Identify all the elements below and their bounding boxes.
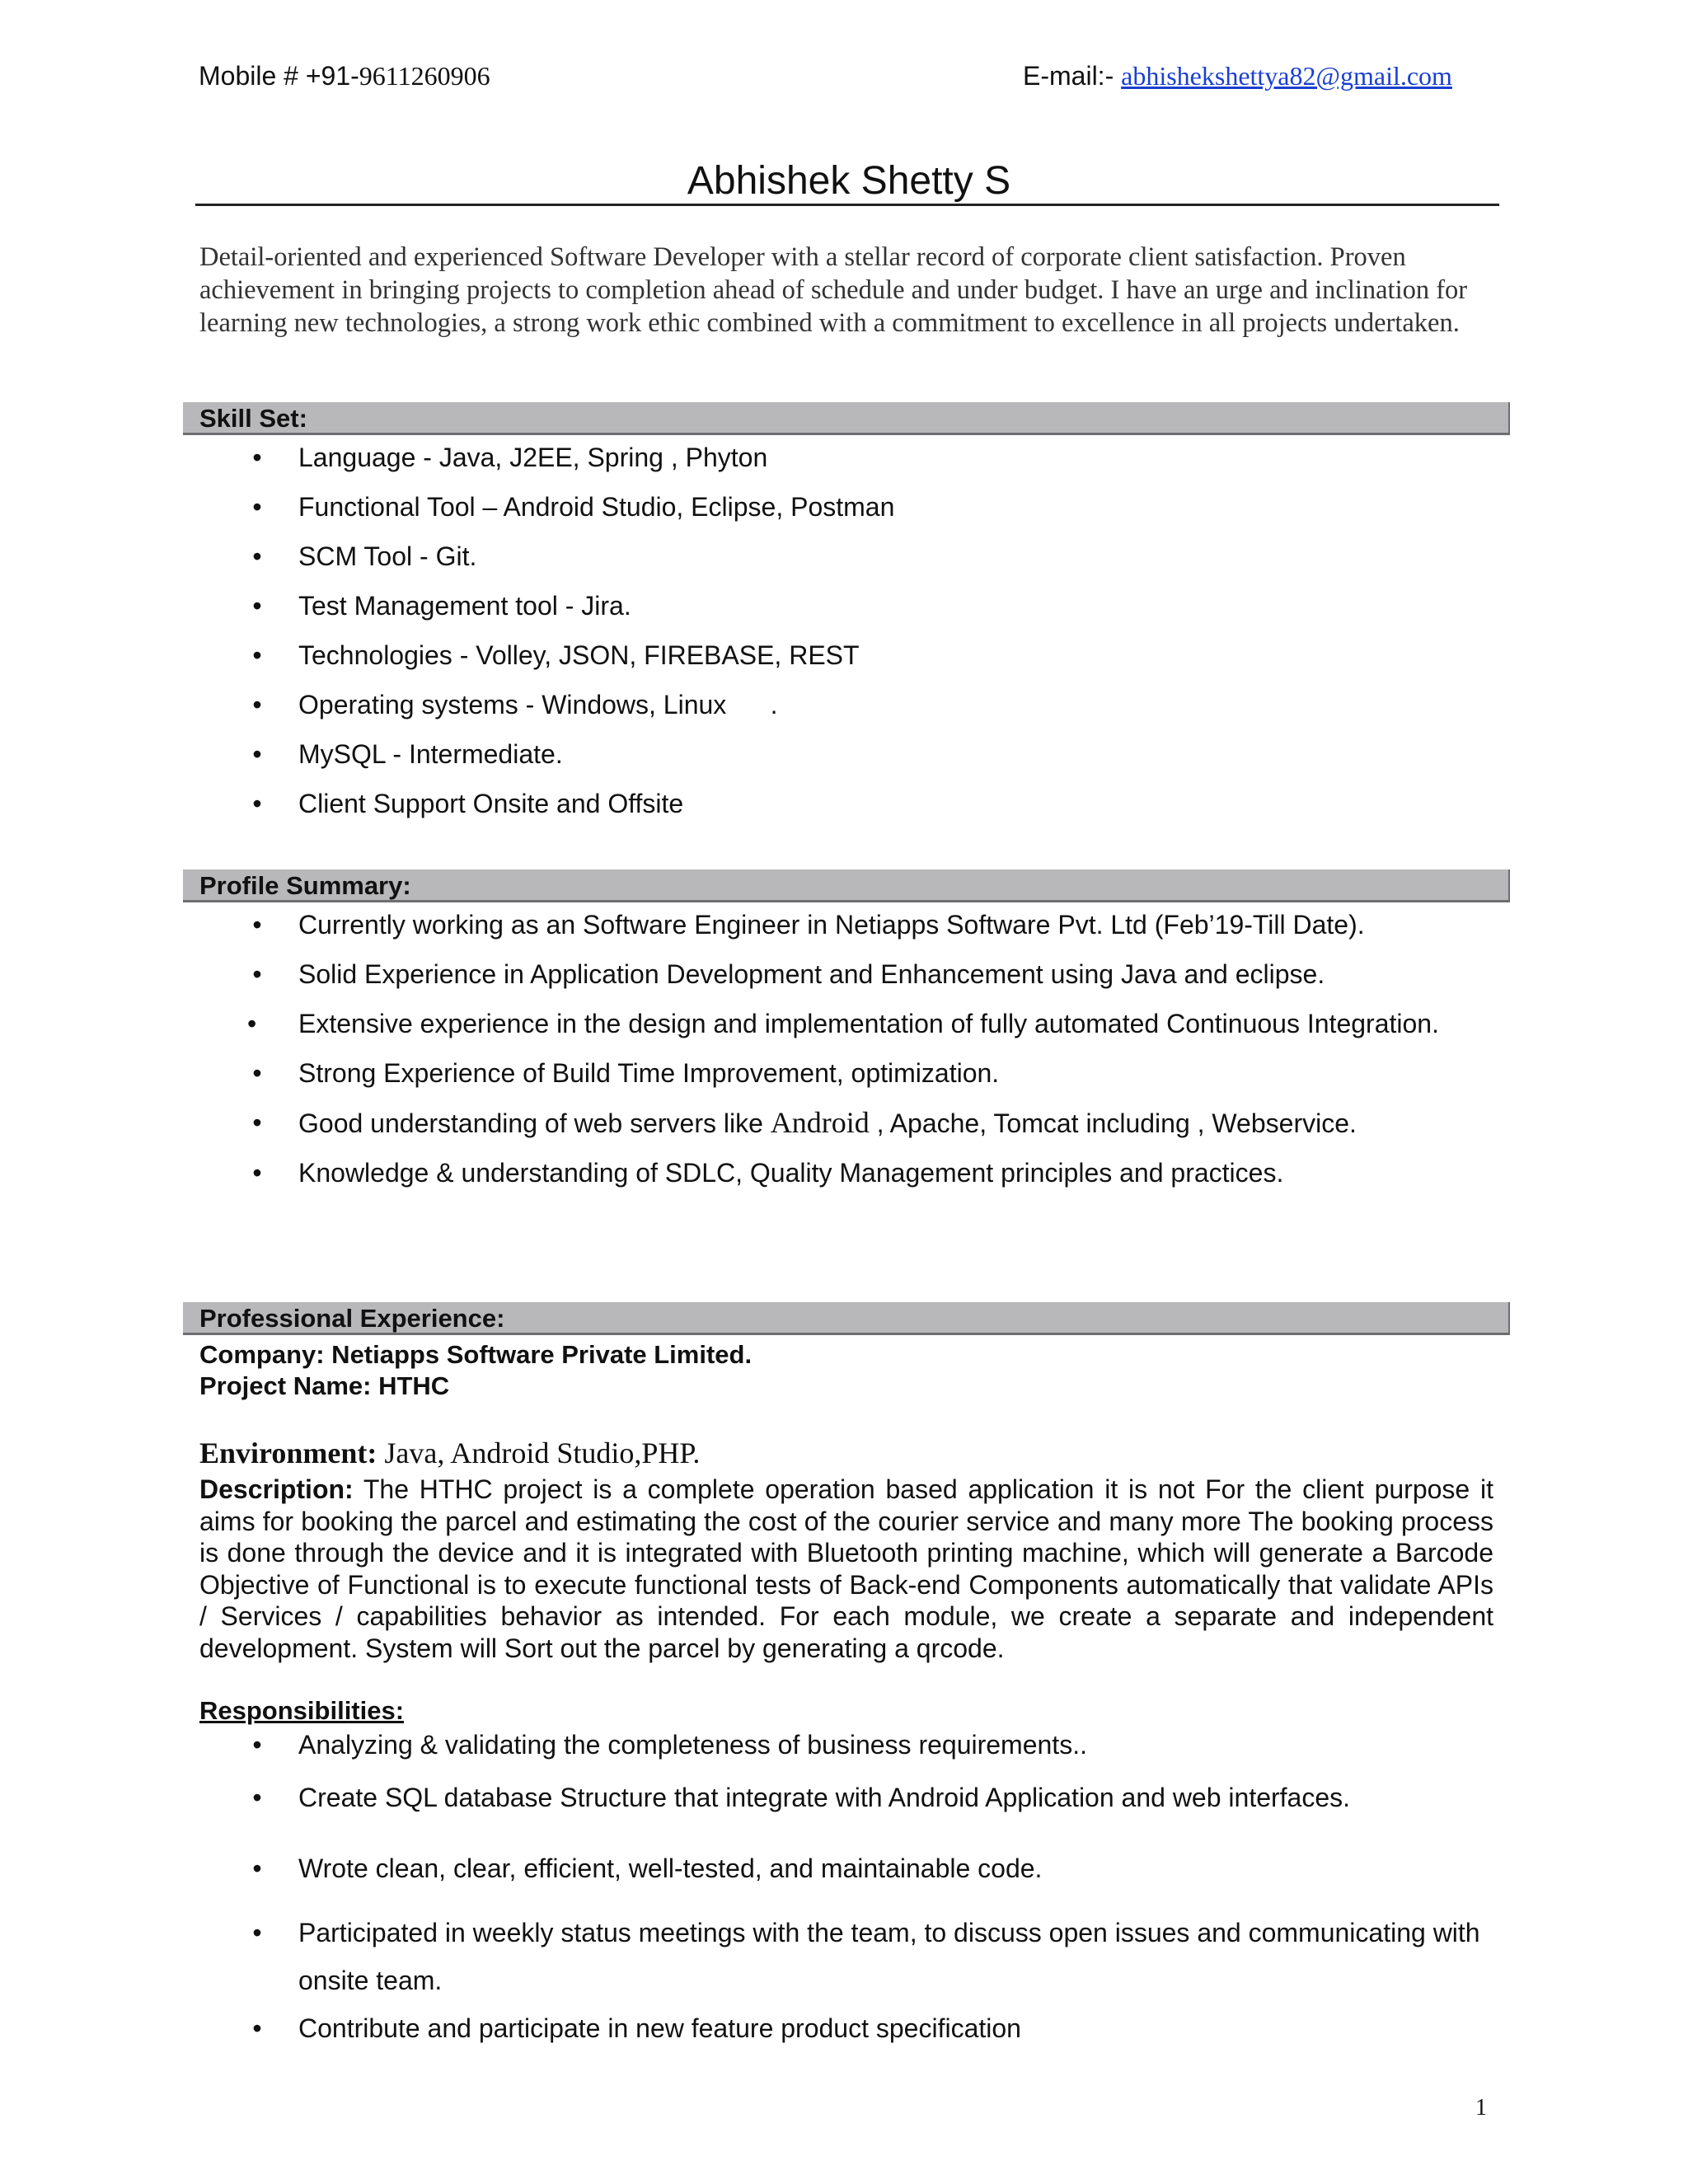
company-name: Company: Netiapps Software Private Limited. [199,1340,753,1369]
bullet-icon: • [252,591,262,621]
bullet-icon: • [252,492,262,522]
email-label: E-mail:- [1023,61,1122,91]
bullet-icon: • [252,541,262,571]
list-item [247,1774,1493,1821]
mobile-contact [199,61,490,91]
profile-text: Extensive experience in the design and implementation of fully automated Continuous Integration. [298,1009,1439,1038]
description-text: The HTHC project is a complete operation based application it is not For the client purpose it aims for booking the parcel and estimating the cost of the courier service and many more The booking process is done through the device and it is integrated with Bluetooth printing machine, which will generate a Barcode Objective of Functional is to execute functional tests of Back-end Components automatically that validate APIs / Services / capabilities behavior as intended. For each module, we create a separate and independent development. System will Sort out the parcel by generating a qrcode. [199,1474,1493,1663]
skill-text: Test Management tool - Jira. [298,591,631,621]
bullet-icon: • [252,443,262,472]
list-item [247,902,1493,948]
profile-text-android: Android [770,1106,870,1139]
list-item [247,635,1493,684]
skill-text: SCM Tool - Git. [298,541,477,571]
bullet-icon: • [252,1158,262,1188]
list-item [247,1909,1493,2004]
list-item [247,536,1493,585]
experience-header [183,1302,1510,1335]
skill-text: Language - Java, J2EE, Spring , Phyton [298,443,768,472]
responsibility-text: Analyzing & validating the completeness of business requirements.. [298,1730,1087,1760]
mobile-label: Mobile # +91- [199,61,359,91]
list-item [247,1150,1493,1196]
bullet-icon: • [247,1009,257,1038]
candidate-name: Abhishek Shetty S [687,159,1011,203]
skill-text: Functional Tool – Android Studio, Eclipse, Postman [298,492,895,522]
bullet-icon: • [252,1854,262,1883]
page-number: 1 [1475,2095,1487,2121]
list-item [247,1099,1493,1146]
bullet-icon: • [252,739,262,769]
list-item [247,437,1493,486]
profile-text-post: , Apache, Tomcat including , Webservice. [869,1108,1357,1138]
bullet-icon: • [252,1783,262,1812]
bullet-icon: • [252,789,262,818]
email-contact [1023,61,1452,91]
responsibility-text: Contribute and participate in new feature product specification [298,2013,1021,2043]
list-item [247,1001,1493,1047]
environment-line [199,1436,700,1470]
name-divider [195,204,1499,206]
list-item [247,684,1493,733]
bullet-icon: • [252,1918,262,1947]
list-item [247,585,1493,635]
profile-text-pre: Good understanding of web servers like [298,1108,771,1138]
environment-value: Java, Android Studio,PHP. [377,1436,701,1469]
skill-text: Operating systems - Windows, Linux . [298,690,778,719]
list-item [247,1844,1493,1892]
responsibility-text: Wrote clean, clear, efficient, well-tested, and maintainable code. [298,1854,1043,1883]
skill-text: Client Support Onsite and Offsite [298,789,684,818]
project-description [199,1474,1493,1664]
profile-text: Strong Experience of Build Time Improvement, optimization. [298,1058,1000,1088]
responsibilities-title: Responsibilities: [199,1696,405,1725]
responsibility-text: Participated in weekly status meetings with the team, to discuss open issues and communicating with onsite team. [298,1918,1480,1995]
objective-summary: Detail-oriented and experienced Software Developer with a stellar record of corporate client satisfaction. Proven achievement in bringing projects to completion ahead of schedule and under budget. I have an urge and inclination for learning new technologies, a strong work ethic combined with a commitment to excellence in all projects undertaken. [199,242,1468,338]
list-item [247,733,1493,783]
skill-set-header [183,402,1510,435]
bullet-icon: • [252,690,262,719]
bullet-icon: • [252,2013,262,2043]
profile-summary-header [183,869,1510,902]
profile-text: Knowledge & understanding of SDLC, Quality Management principles and practices. [298,1158,1284,1188]
responsibility-text: Create SQL database Structure that integrate with Android Application and web interfaces. [298,1783,1351,1812]
skill-text: Technologies - Volley, JSON, FIREBASE, REST [298,640,860,670]
description-label: Description: [199,1474,354,1504]
email-link[interactable]: abhishekshettya82@gmail.com [1121,61,1452,91]
bullet-icon: • [252,640,262,670]
profile-summary-title: Profile Summary: [199,871,411,900]
bullet-icon: • [252,959,262,989]
list-item [247,783,1493,832]
profile-list [247,902,1493,1199]
bullet-icon: • [252,1058,262,1088]
responsibilities-list [247,1721,1493,2052]
skill-text: MySQL - Intermediate. [298,739,563,769]
profile-text: Currently working as an Software Engineer in Netiapps Software Pvt. Ltd (Feb’19-Till Date). [298,910,1365,940]
skill-set-title: Skill Set: [199,404,307,433]
environment-label: Environment: [199,1436,377,1469]
bullet-icon: • [252,1108,262,1137]
project-name: Project Name: HTHC [199,1371,450,1400]
list-item [247,486,1493,536]
mobile-number: 9611260906 [359,61,490,91]
bullet-icon: • [252,1730,262,1760]
list-item [247,1050,1493,1096]
profile-text: Solid Experience in Application Development and Enhancement using Java and eclipse. [298,959,1325,989]
list-item [247,2004,1493,2052]
experience-title: Professional Experience: [199,1304,505,1333]
bullet-icon: • [252,910,262,940]
list-item [247,1721,1493,1769]
skill-list [247,437,1493,832]
list-item [247,951,1493,997]
